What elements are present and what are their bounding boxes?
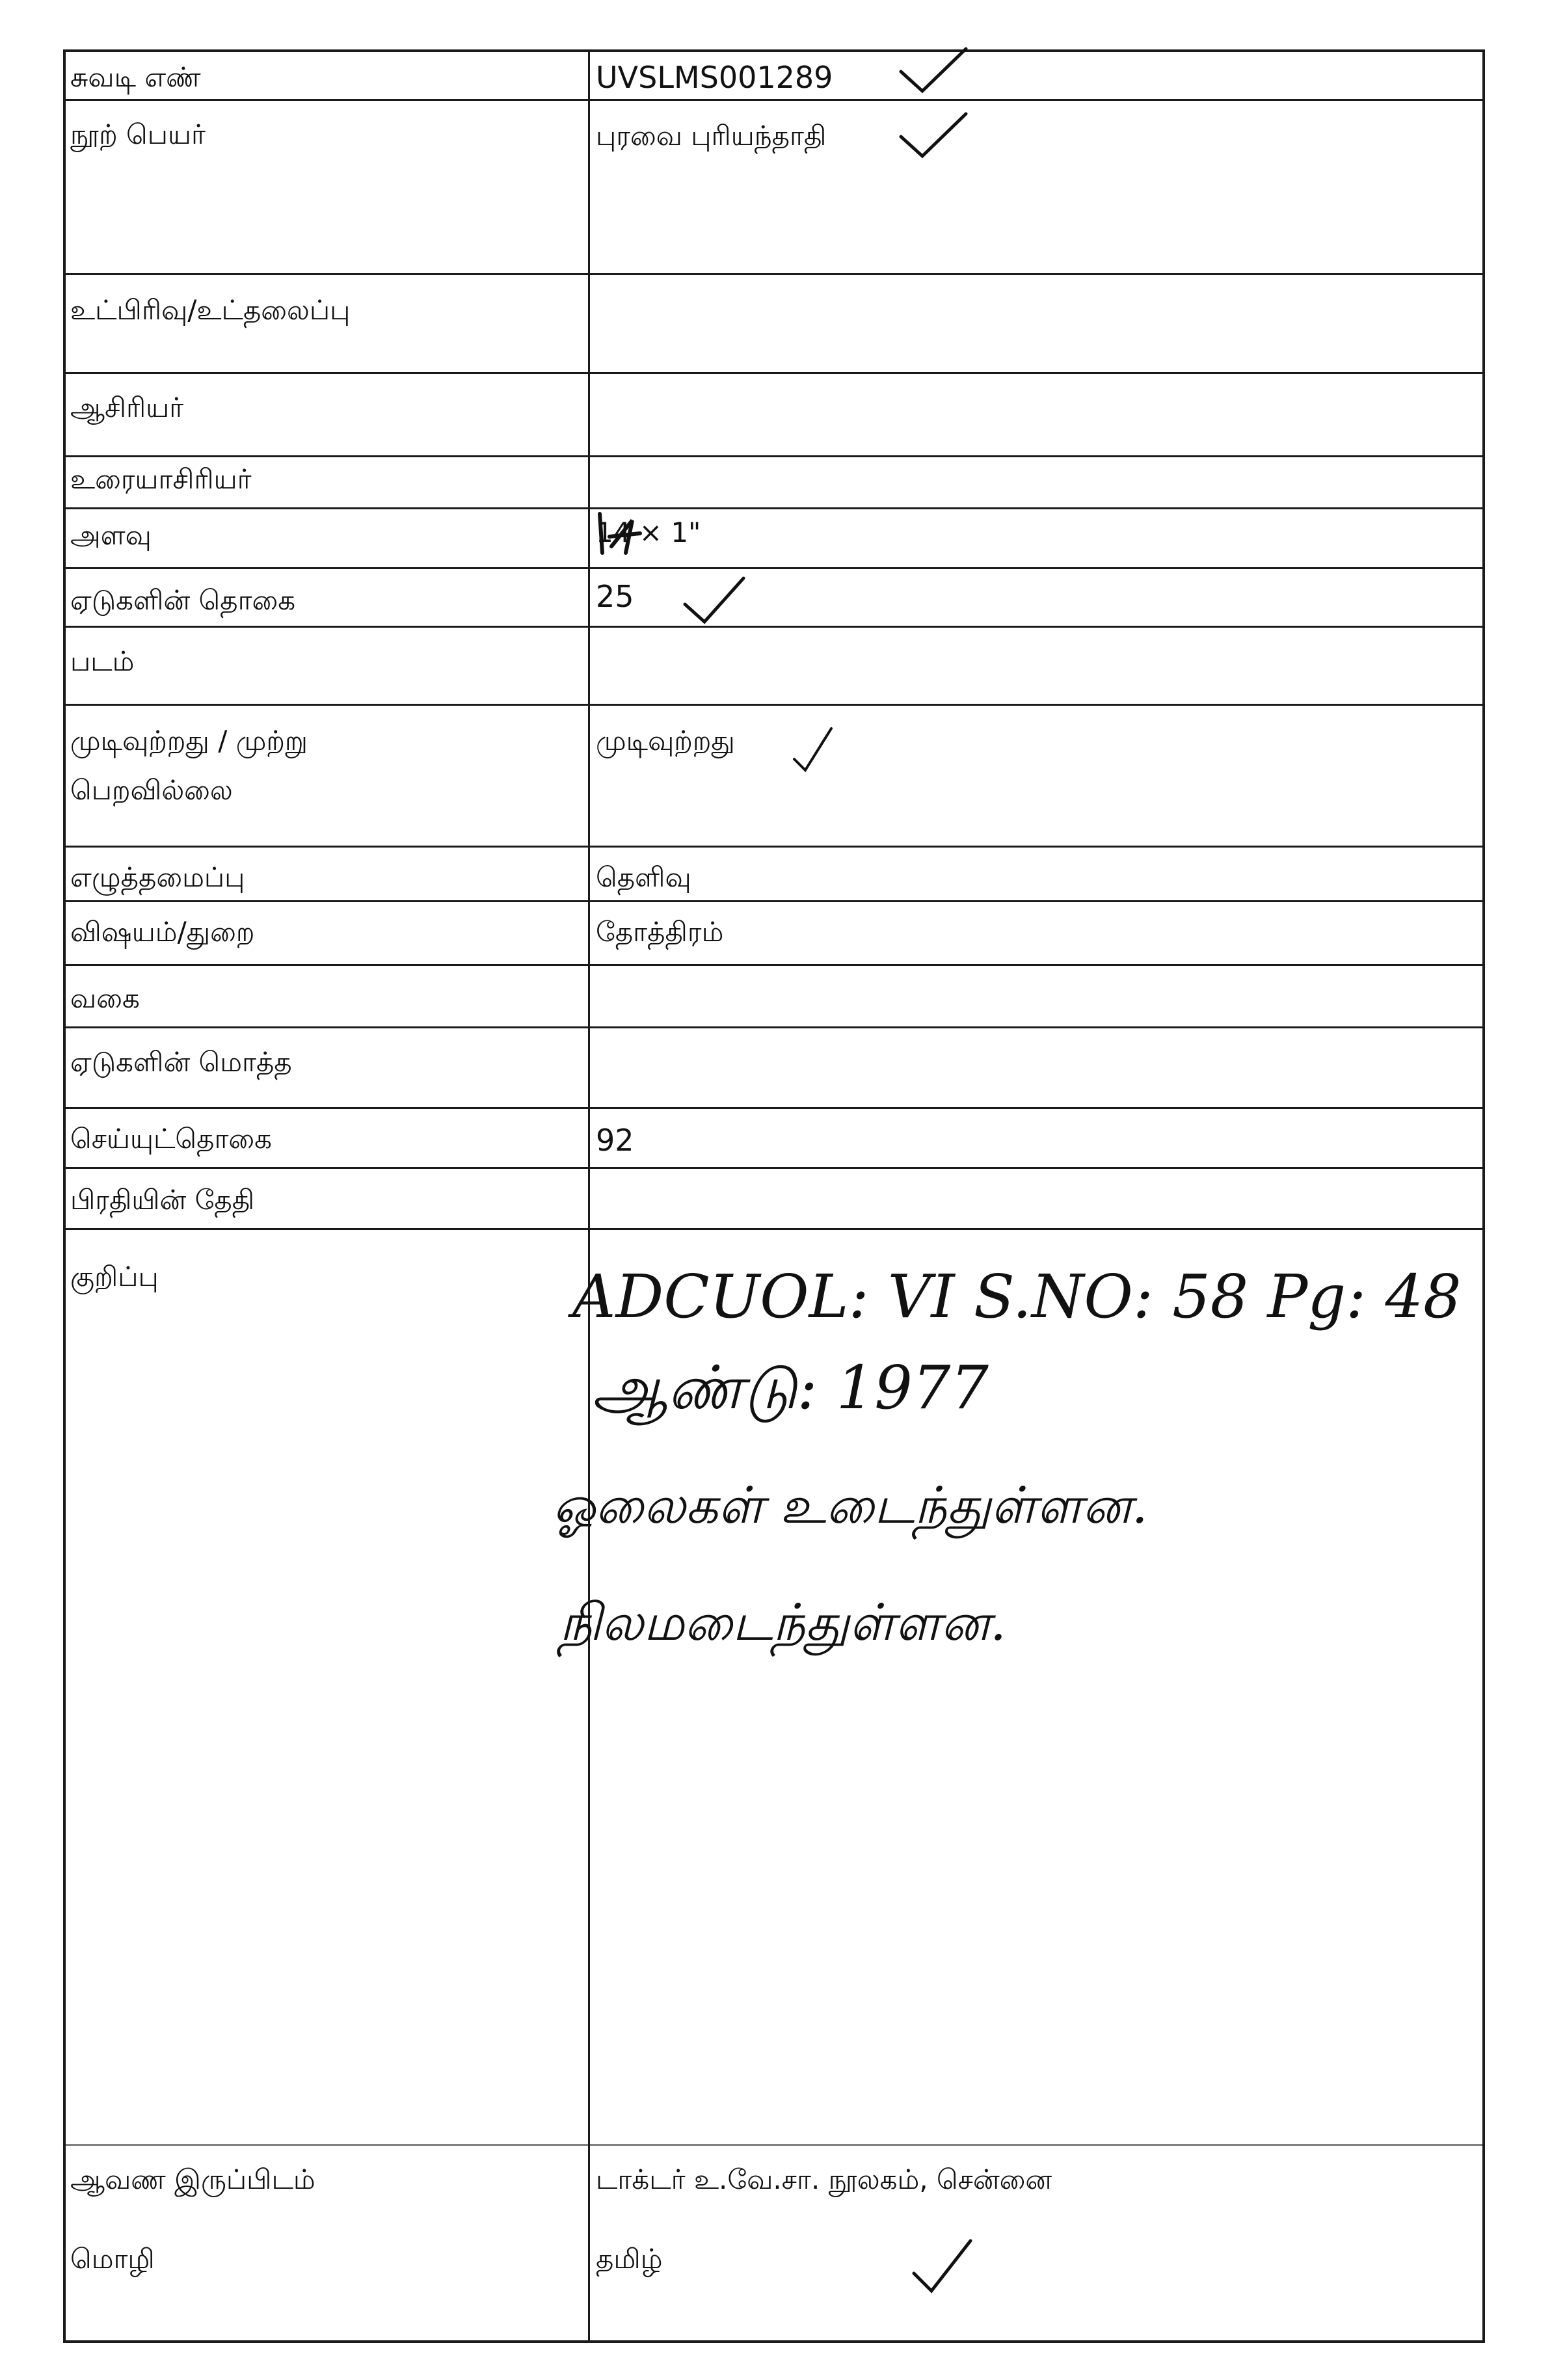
checkmark-icon bbox=[682, 575, 747, 627]
value-mozhi: தமிழ் bbox=[596, 2243, 663, 2275]
label-asiriyar: ஆசிரியர் bbox=[70, 392, 184, 423]
value-vishayam: தோத்திரம் bbox=[596, 916, 724, 948]
row-divider bbox=[63, 273, 1485, 275]
value-ezhuthamaippu: தெளிவு bbox=[596, 861, 691, 893]
row-divider bbox=[63, 2144, 1485, 2146]
note-line-3: ஓலைகள் உடைந்துள்ளன. bbox=[553, 1477, 1148, 1535]
row-divider bbox=[63, 1167, 1485, 1169]
label-prathiyin-thethi: பிரதியின் தேதி bbox=[70, 1184, 255, 1216]
note-line-1: ADCUOL: VI S.NO: 58 Pg: 48 bbox=[572, 1262, 1462, 1331]
label-uraiyasiriyar: உரையாசிரியர் bbox=[70, 463, 252, 495]
value-alavu: 14 × 1" bbox=[596, 516, 701, 548]
checkmark-icon bbox=[911, 2238, 976, 2296]
column-divider bbox=[588, 49, 590, 2343]
label-ezhuthamaippu: எழுத்தமைப்பு bbox=[70, 861, 245, 893]
row-divider bbox=[63, 1026, 1485, 1028]
value-edugalin-thogai: 25 bbox=[596, 579, 634, 614]
row-divider bbox=[63, 626, 1485, 628]
value-mudivutrathu: முடிவுற்றது bbox=[596, 725, 735, 756]
value-nool-peyar: புரவை புரியந்தாதி bbox=[596, 120, 827, 152]
row-divider bbox=[63, 704, 1485, 706]
label-alavu: அளவு bbox=[70, 519, 152, 551]
label-utpirivu: உட்பிரிவு/உட்தலைப்பு bbox=[70, 294, 351, 326]
checkmark-icon bbox=[898, 46, 969, 98]
row-divider bbox=[63, 455, 1485, 457]
overwrite-mark-icon bbox=[593, 507, 645, 559]
label-edugalin-thogai: ஏடுகளின் தொகை bbox=[70, 584, 296, 616]
label-edugalin-motha: ஏடுகளின் மொத்த bbox=[70, 1046, 292, 1078]
label-avana-iruppidam: ஆவண இருப்பிடம் bbox=[70, 2163, 315, 2195]
row-divider bbox=[63, 846, 1485, 848]
row-divider bbox=[63, 900, 1485, 902]
checkmark-icon bbox=[791, 723, 836, 775]
label-nool-peyar: நூற் பெயர் bbox=[70, 118, 206, 150]
label-mozhi: மொழி bbox=[70, 2243, 155, 2275]
note-line-4: நிலமடைந்துள்ளன. bbox=[559, 1594, 1006, 1652]
checkmark-icon bbox=[898, 111, 969, 163]
value-suvadi-en: UVSLMS001289 bbox=[596, 60, 833, 95]
label-mudivutrathu: முடிவுற்றது / முற்று bbox=[70, 725, 308, 756]
label-vishayam: விஷயம்/துறை bbox=[70, 916, 255, 948]
row-divider bbox=[63, 507, 1485, 509]
label-seyyut-thogai: செய்யுட்தொகை bbox=[70, 1123, 272, 1155]
row-divider bbox=[63, 372, 1485, 374]
row-divider bbox=[63, 1228, 1485, 1230]
label-padam: படம் bbox=[70, 645, 135, 677]
label-kurippu: குறிப்பு bbox=[70, 1261, 159, 1292]
label-suvadi-en: சுவடி எண் bbox=[70, 61, 201, 93]
row-divider bbox=[63, 1107, 1485, 1109]
row-divider bbox=[63, 964, 1485, 966]
table-frame bbox=[63, 49, 1485, 2343]
label-mudivutrathu-2: பெறவில்லை bbox=[70, 774, 233, 806]
row-divider bbox=[63, 567, 1485, 569]
label-vagai: வகை bbox=[70, 982, 140, 1014]
value-seyyut-thogai: 92 bbox=[596, 1123, 634, 1158]
value-avana-iruppidam: டாக்டர் உ.வே.சா. நூலகம், சென்னை bbox=[596, 2163, 1052, 2195]
note-line-2: ஆண்டு: 1977 bbox=[592, 1353, 989, 1423]
